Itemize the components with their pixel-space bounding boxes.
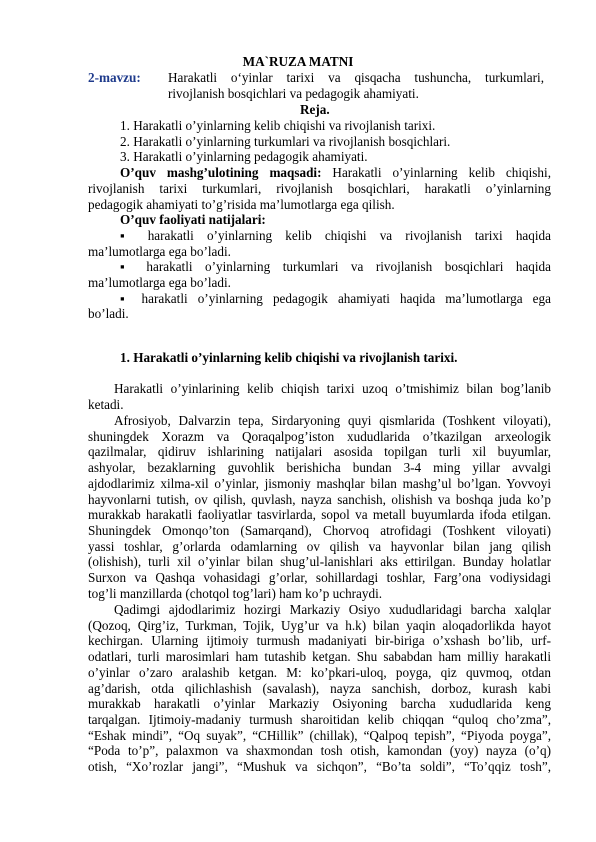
- goal-line-1: [88, 165, 551, 181]
- paragraph-line: (Qozoq, Qirg’iz, Turkman, Tojik, Uyg’ur va h.k) bilan yaqin aloqadorlikda hayot: [88, 617, 551, 633]
- result-bullet-cont: ma’lumotlarga ega bo’ladi.: [88, 275, 231, 291]
- bullet-icon: [120, 291, 131, 306]
- paragraph-line: otish, “Xo’rozlar jangi”, “Mushuk va sichqon”, “Bo’ta soldi”, “To’qqiz tosh”,: [88, 759, 551, 775]
- result-bullet-line: [88, 291, 551, 307]
- paragraph-line: qazilmalar, qidiruv ishlarining natijalari asosida topilgan turli xil buyumlar,: [88, 444, 551, 460]
- paragraph-3: [88, 602, 551, 775]
- bullet-icon: [120, 228, 135, 243]
- topic-line-1: Harakatli o‘yinlar tarixi va qisqacha tushuncha, turkumlari,: [168, 70, 544, 85]
- document-title: MA`RUZA MATNI: [242, 54, 354, 69]
- plan-heading: Reja.: [300, 102, 330, 117]
- plan-item: 2. Harakatli o’yinlarning turkumlari va rivojlanish bosqichlari.: [120, 133, 451, 149]
- paragraph-line: Qadimgi ajdodlarimiz hozirgi Markaziy Osiyo xududlaridagi barcha xalqlar: [114, 602, 551, 617]
- paragraph-line: o’yinlar o’zaro aralashib ketgan. M: ko’pkari-uloq, poyga, qiz quvmoq, otdan: [88, 664, 551, 680]
- goal-line-2: rivojlanish tarixi turkumlari, rivojlanish bosqichlari, harakatli o’yinlarning: [88, 180, 551, 196]
- paragraph-line: ag’darish, otda qilichlashish (savalash), nayza sanchish, dorboz, kurash kabi: [88, 680, 551, 696]
- paragraph-line: Harakatli o’yinlarining kelib chiqish tarixi uzoq o’tmishimiz bilan bog’lanib: [114, 381, 551, 396]
- paragraph-line: murakkab harakatli o’yinlar Markaziy Osiyoning barcha xududlarida keng: [88, 696, 551, 712]
- goal-line-3: pedagogik ahamiyati to’g’risida ma’lumotlarga ega qilish.: [88, 196, 395, 212]
- paragraph-line: (olishish), turli xil o’yinlar bilan shug’ul-lanishlari aks ettirilgan. Bunday holatlar: [88, 554, 551, 570]
- paragraph-line: “Eshak mindi”, “Oq suyak”, “CHillik” (chillak), “Qalpoq tepish”, “Piyoda poyga”,: [88, 727, 551, 743]
- paragraph-line: Surxon va Qashqa vohasidagi g’orlar, sohillardagi toshlar, Farg’ona vodiysidagi: [88, 570, 551, 586]
- results-heading: O’quv faoliyati natijalari:: [120, 212, 266, 228]
- result-bullet-cont: bo’ladi.: [88, 306, 129, 322]
- paragraph-line: ashyolar, bezaklarning guvohlik berishicha bundan 3-4 ming yillar avvalgi: [88, 460, 551, 476]
- topic-label: 2-mavzu:: [88, 70, 141, 85]
- paragraph-line: yassi toshlar, g’orlarda odamlarning ov qilish va hayvonlar bilan jang qilish: [88, 538, 551, 554]
- goal-label: O’quv mashg’ulotining maqsadi:: [120, 165, 322, 181]
- paragraph-1: [88, 381, 551, 412]
- paragraph-line: hayvonlarni tutish, ov qilish, quvlash, nayza sanchish, olishish va boshqa juda ko’p: [88, 491, 551, 507]
- paragraph-line: Shuningdek Omonqo’ton (Samarqand), Chorvoq atrofidagi (Toshkent viloyati): [88, 522, 551, 538]
- result-text: harakatli o’yinlarning pedagogik ahamiyati haqida ma’lumotlarga ega: [141, 290, 551, 306]
- topic-text: [168, 70, 544, 101]
- bullet-icon: [120, 259, 134, 274]
- paragraph-line: ajdodlarimiz xilma-xil o’yinlar, jismoniy mashqlar bilan mashg’ul bo’lgan. Yovvoyi: [88, 475, 551, 491]
- result-text: harakatli o’yinlarning kelib chiqishi va rivojlanish tarixi haqida: [147, 227, 551, 243]
- goal-text-1: Harakatli o’yinlarning kelib chiqishi,: [321, 165, 551, 181]
- section-heading: 1. Harakatli o’yinlarning kelib chiqishi va rivojlanish tarixi.: [120, 350, 458, 365]
- paragraph-line: “Poda to’p”, palaxmon va shaxmondan tosh otish, kamondan (yoy) nayza (o’q): [88, 743, 551, 759]
- topic-line-2: rivojlanish bosqichlari va pedagogik ahamiyati.: [168, 85, 419, 101]
- result-bullet-line: [88, 259, 551, 275]
- paragraph-line: kechirgan. Ularning ijtimoiy turmush madaniyati bir-biriga o’xshash bo’lib, urf-: [88, 633, 551, 649]
- paragraph-line: ketadi.: [88, 396, 124, 412]
- paragraph-line: tog’li manzillarda (chotqol tog’lari) ham ko’p uchraydi.: [88, 585, 383, 601]
- paragraph-line: odatlari, turli marosimlari ham tutashib ketgan. Shu sababdan ham milliy harakatli: [88, 649, 551, 665]
- paragraph-line: Afrosiyob, Dalvarzin tepa, Sirdaryoning quyi qismlarida (Toshkent viloyati),: [114, 413, 551, 428]
- result-bullet-cont: ma’lumotlarga ega bo’ladi.: [88, 243, 231, 259]
- result-bullet-line: [88, 228, 551, 244]
- plan-item: 1. Harakatli o’yinlarning kelib chiqishi va rivojlanish tarixi.: [120, 118, 436, 133]
- plan-and-goals: [88, 118, 551, 322]
- result-text: harakatli o’yinlarning turkumlari va rivojlanish bosqichlari haqida: [146, 259, 552, 275]
- paragraph-2: [88, 413, 551, 601]
- paragraph-line: tarqalgan. Ijtimoiy-madaniy turmush sharoitidan kelib chiqqan “quloq cho’zma”,: [88, 711, 551, 727]
- paragraph-line: shuningdek Xorazm va Qoraqalpog’iston xududlarida o’tkazilgan arxeologik: [88, 428, 551, 444]
- paragraph-line: murakkab harakatli faoliyatlar tasvirlarda, sopol va metall buyumlarda ifoda etilgan.: [88, 507, 551, 523]
- plan-item: 3. Harakatli o’yinlarning pedagogik ahamiyati.: [120, 149, 368, 165]
